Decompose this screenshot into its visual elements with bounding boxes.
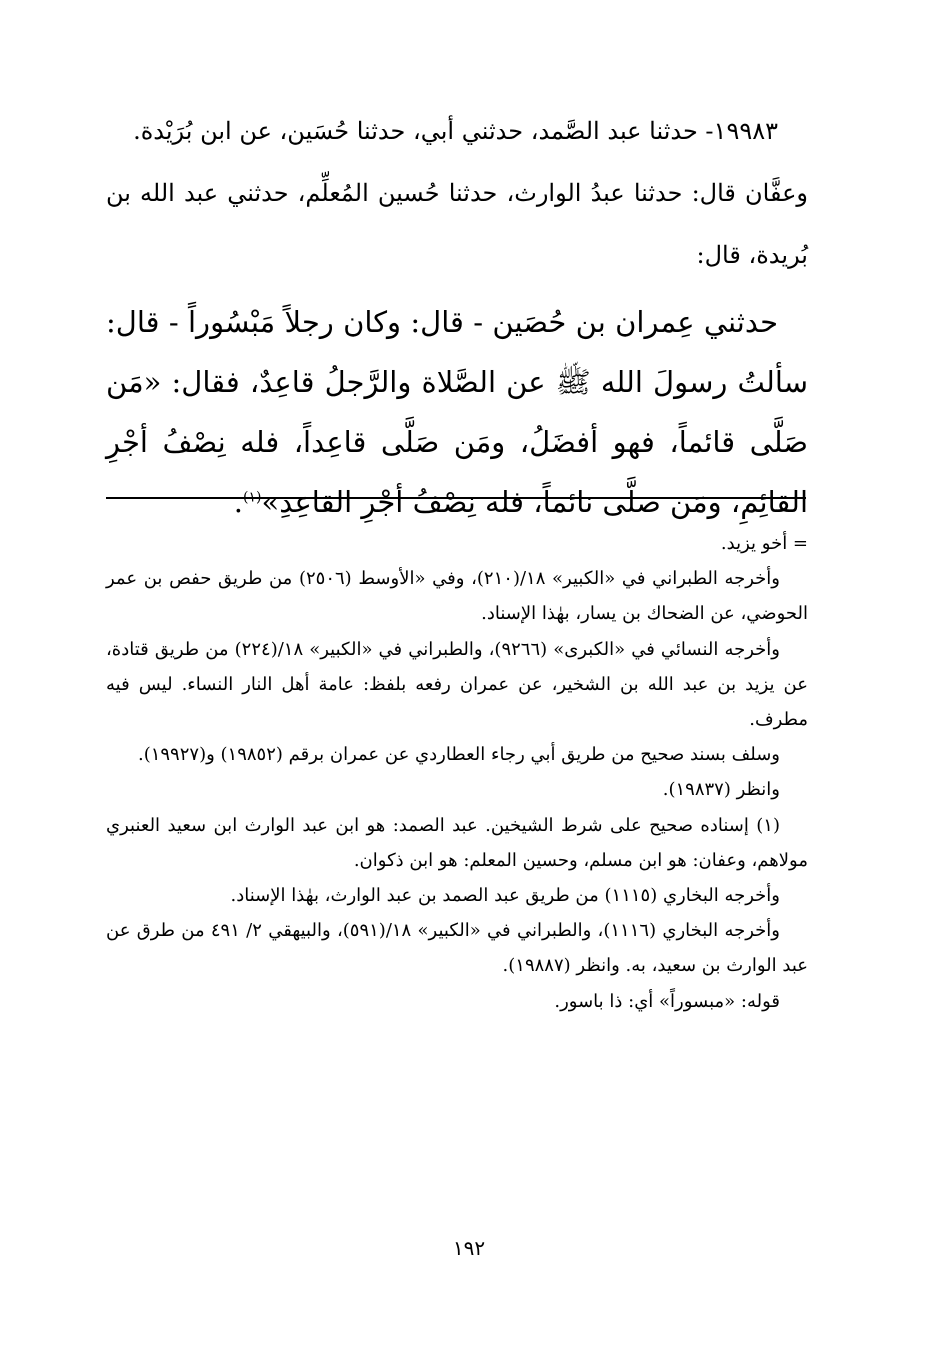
matn-end: . xyxy=(233,485,244,519)
footnote-line: (١) إسناده صحيح على شرط الشيخين. عبد الصمد: هو ابن عبد الوارث ابن سعيد العنبري مولاهم، وعفان: هو ابن مسلم، وحسين المعلم: هو ابن ذكوان. xyxy=(106,814,808,871)
hadith-text xyxy=(106,100,808,532)
page-number: ١٩٢ xyxy=(452,1236,486,1260)
matn-text: حدثني عِمران بن حُصَين - قال: وكان رجلاً مَبْسُوراً - قال: سألتُ رسولَ الله ﷺ عن الصَّلاة والرَّجلُ قاعِدٌ، فقال: «مَن صَلَّى قائماً، فهو أفضَلُ، ومَن صَلَّى قاعِداً، فله نِصْفُ أجْرِ القائِمِ، ومَن صلَّى نائماً، فله نِصْفُ أجْرِ القاعِدِ» xyxy=(106,305,808,519)
isnad-line-1: ١٩٩٨٣- حدثنا عبد الصَّمد، حدثني أبي، حدثنا حُسَين، عن ابن بُرَيْدة. xyxy=(133,117,778,145)
footnote-line: وأخرجه البخاري (١١١٥) من طريق عبد الصمد بن عبد الوارث، بهٰذا الإسناد. xyxy=(230,885,780,907)
footnote-line: وأخرجه النسائي في «الكبرى» (٩٢٦٦)، والطبراني في «الكبير» ١٨/(٢٢٤) من طريق قتادة، عن يزيد بن عبد الله بن الشخير، عن عمران رفعه بلفظ: عامة أهل النار النساء. ليس فيه مطرف. xyxy=(106,638,808,731)
footnote-line: وانظر (١٩٨٣٧). xyxy=(662,779,780,801)
footnote-ref[interactable]: (١) xyxy=(243,489,262,506)
footnote-line: وأخرجه الطبراني في «الكبير» ١٨/(٢١٠)، وفي «الأوسط (٢٥٠٦) من طريق حفص بن عمر الحوضي، عن الضحاك بن يسار، بهٰذا الإسناد. xyxy=(106,568,808,625)
footnote-line: وسلف بسند صحيح من طريق أبي رجاء العطاردي عن عمران برقم (١٩٨٥٢) و(١٩٩٢٧). xyxy=(137,744,780,766)
isnad-line-2: وعفَّان قال: حدثنا عبدُ الوارث، حدثنا حُسين المُعلِّم، حدثني عبد الله بن بُريدة، قال: xyxy=(106,179,808,269)
footnotes xyxy=(106,526,808,1019)
footnote-line: = أخو يزيد. xyxy=(720,533,808,554)
footnote-line: قوله: «مبسوراً» أي: ذا باسور. xyxy=(554,990,780,1012)
footnote-line: وأخرجه البخاري (١١١٦)، والطبراني في «الكبير» ١٨/(٥٩١)، والبيهقي ٢/ ٤٩١ من طرق عن عبد الوارث بن سعيد، به. وانظر (١٩٨٨٧). xyxy=(106,920,808,977)
hadith-matn xyxy=(106,292,808,532)
isnad xyxy=(106,100,808,286)
footnote-divider xyxy=(106,497,806,499)
